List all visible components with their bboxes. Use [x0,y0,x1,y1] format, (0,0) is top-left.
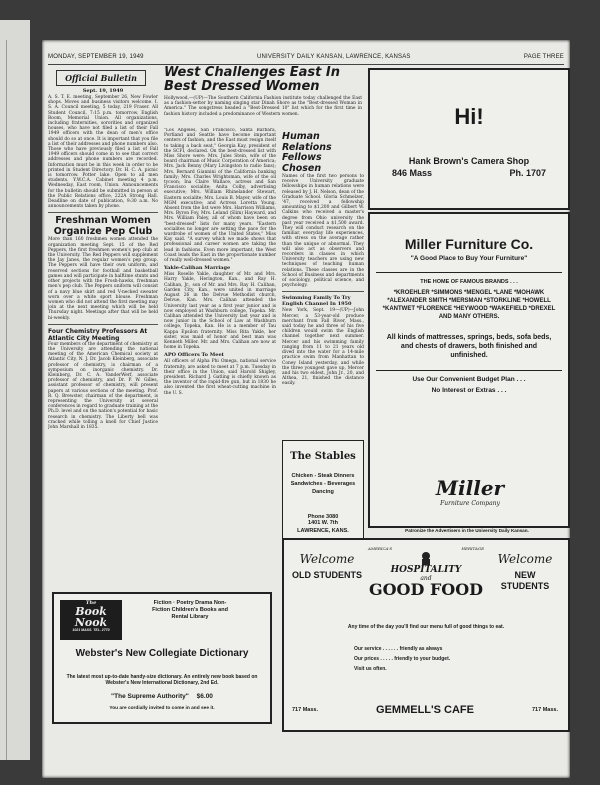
masthead [48,54,564,65]
patronize-notice: Patronize the Advertisers in the University Daily Kansan. [405,528,529,533]
column-1 [48,68,158,628]
good-food-text: GOOD FOOD [368,580,484,599]
apo-body: All officers of Alpha Phi Omega, national service fraternity, are asked to meet at 7 p.m. Tuesday in their office in the Union, said Harold Shigley, president. Richard J. Gatling is chiefly known as the inventor of the rapid-fire gun, but in 1830 he also invented the first wheat-cutting machine in the U. S. [164,359,276,396]
camera-shop-ad [368,68,570,210]
book-nook-logo [60,600,122,640]
book-nook-logo-line1: The [85,600,97,606]
cafe-visit: Visit us often. [354,666,387,672]
stables-phone: Phone 3080 [307,514,339,520]
miller-furniture-ad [368,212,570,528]
west-headline: West Challenges East In Best Dressed Women [164,66,340,94]
bulletin-body: A. S. T. E. meeting, September 26, New Fowler shops. Moves and business visitors welcome. I. S. A. Council meeting, 5 today, 219 Fraser. All Student Council, 7:15 p.m. tomorrow, English Room, Memorial Union. All organizations, including fraternities, sororities and organized houses, who have not filed a list of their Fall 1949 officers with the dean of men's office should do so at once. It is important that you file a list of their addresses and phone numbers also. Those who have previously filed a list of Fall 1949 officers should come in to see that correct addresses and phone numbers are recorded. Information must be in this week in order to be printed in Student Directory. Dr. H. C. A. picnic is tomorrow. Potter lake. Open to all men students. Y.W.C.A. Cabinet meeting 4 p.m. Wednesday, East room, Union. Announcements for the bulletin should be submitted in person at the Public Relations office, 222A Strong Hall. Deadline on date of publication, 9:30 a.m. No announcements taken by phone. [48,95,158,210]
book-nook-logo-line3: Nook [74,616,108,629]
camera-shop-phone: Ph. 1707 [509,168,546,178]
miller-interest: No Interest or Extras . . . [431,387,507,394]
welcome-right: Welcome [497,552,553,566]
cafe-intro: Any time of the day you'll find our menu full of good things to eat. [347,624,505,630]
swimming-body: New York, Sept. 19—(UP)—John Mercer, a 53-year-old produce merchant from Fall River, Mass., said today he and three of his five children would swim the English channel together next summer. Mercer and his swimming family ranging from 11 to 21 years old dived into the water for a 14-mile practice swim from Manhattan to Coney Island yesterday, and while the three youngest gave up, Mercer and his two eldest, John Jr., 20, and Althea, 21, finished the distance easily. [282,308,364,387]
gemmells-cafe-ad [282,538,570,732]
cafe-name: GEMMELL'S CAFE [376,704,474,716]
west-body-1: Hollywood,—(UP)—The Southern California Fashion institute today challenged the East as a fashion-setter by naming singing star Dinah Shore as the "Best-dressed Woman in America." The songstress headed a "Best-Dressed 10" list which for the first time in fashion history included a predominance of Western women. [164,96,362,117]
relations-headline: Human Relations Fellows Chosen [282,132,332,174]
west-story-head [164,66,362,128]
stables-menu: Chicken - Steak Dinners Sandwiches - Beverages Dancing [290,473,356,495]
cafe-address-right: 717 Mass. [531,707,558,713]
americas-label: AMERICA'S [368,546,393,551]
chemistry-body: Four members of the department of chemistry at the University are attending the national meeting of the American Chemical society at Atlantic City, N. J. Dr. Jacob Kleinberg, associate professor of chemistry, is chairman of a symposium on inorganic chemistry. Dr. Kleinberg, Dr. C. A. VanderWerf, associate professor of chemistry, and Dr. P. W. Gilles, assistant professor of chemistry, will present papers at various sections of the meeting. Prof. R. Q. Brewster, chairman of the department, is representing the University at several conferences in regard to graduate training at the Ph.D. level and on the nation's potential for basic research in chemistry. The Liberty bell was cracked while tolling a knell for Chief Justice John Marshall in 1835. [48,341,158,430]
west-body-2: "Los Angeles, San Francisco, Santa Barbara, Portland and Seattle have become important centers of fashion, and the East must resign itself to taking a back seat," Georgia Kay, president of the SCFI, declared. On the best-dressed list with Miss Shore were: Mrs. Jules Stein, wife of the board chairman of Music Corporation of America; Mrs. Jack Benny (Mary Livingston to radio fans); Mrs. Bernard Giannini of the California banking family; Mrs. Charles Wrightsman, wife of the oil tycoon; Ina Claire Wallace, actress and San Francisco socialite; Anita Colby, advertising executive; Mrs. William Rhinelander Stewart, Eastern socialite; Mrs. Louis B. Mayer, wife of the MGM executive; and Actress Loretta Young. Absent from the list were Mrs. Harrison Williams, Mrs. Byron Foy, Mrs. Leland (Slim) Hayward, and Mrs. William Paley, all of whom have been on "best-dressed" lists for many years. "Eastern socialites no longer are setting the pace for the wardrobe of women of the United States," Miss Kay said. "A survey which we made shows that professional and career women are taking the lead in fashions. Even more important, the West Coast leads the East in the proportionate number of really well-dressed women." [164,128,276,264]
webster-invitation: You are cordially invited to come in and see it. [109,706,215,711]
miller-famous-brands: THE HOME OF FAMOUS BRANDS . . . [376,272,562,285]
and-text: and [420,575,432,582]
miller-kinds: All kinds of mattresses, springs, beds, sofa beds, and chests of drawers, both finished and unfinished. [386,334,552,359]
miller-brands-list: *KROEHLER *SIMMONS *MENGEL *LANE *MOHAWK *ALEXANDER SMITH *MERSMAN *STORKLINE *HOWELL *KANTWET *FLORENCE *HEYWOOD *WAKEFIELD *DREXEL AND MANY OTHERS. [382,290,556,320]
stables-city: LAWRENCE, KANS. [297,528,349,534]
masthead-page: PAGE THREE [523,54,564,60]
bulletin-date: Sept. 19, 1949 [82,88,124,94]
masthead-date: MONDAY, SEPTEMBER 19, 1949 [48,54,144,60]
adjacent-page-edge [0,20,30,760]
cafe-address-left: 717 Mass. [292,707,318,713]
new-students: NEW STUDENTS [500,570,550,591]
freshman-headline: Freshman Women Organize Pep Club [53,215,153,237]
miller-slogan: "A Good Place to Buy Your Furniture" [410,255,528,262]
book-nook-list: Fiction · Poetry Drama Non-Fiction Children's Books and Rental Library [152,600,228,620]
webster-headline: Webster's New Collegiate Dictionary [75,648,249,659]
webster-body: The latest most up-to-date handy-size dictionary. An entirely new book based on Webster's New International Dictionary, 2nd Ed. [66,674,258,686]
camera-shop-name: Hank Brown's Camera Shop [408,156,530,166]
newspaper-page [42,40,570,778]
stables-address: 1401 W. 7th [308,520,338,526]
miller-logo: Miller [435,476,505,500]
apo-headline: APO Officers To Meet [164,352,224,359]
cafe-service: Our service . . . . . . friendly as always [354,646,443,652]
cafe-prices: Our prices . . . . . friendly to your budget. [354,656,451,662]
heritage-label: HERITAGE [461,546,484,551]
webster-price: $6.00 [196,693,213,700]
chemistry-headline: Four Chemistry Professors At Atlantic City Meeting [48,327,148,342]
hospitality-text: HOSPITALITY [390,565,462,575]
swimming-headline: Swimming Family To Try English Channel In 1950 [282,295,352,308]
book-nook-logo-line2: Book [75,605,107,618]
book-nook-ad [52,592,272,724]
welcome-left: Welcome [299,552,355,566]
miller-logo-sub: Furniture Company [440,500,500,507]
column-2 [164,66,276,626]
hi-greeting: Hi! [454,104,484,129]
hospitality-logo [368,546,484,598]
relations-body: Names of the first two persons to receive University graduate fellowships in human relations were released by J. H. Nelson, dean of the Graduate School. Gloria Schmelzer, '47, received a fellowship amounting to $1,200 and Gilbert W. Calkins who received a master's degree from Ohio university the past year received a $1,500 award. They will conduct research on the familiar, everyday life experiences, with stress on the average rather than the unique or abnormal. They will also act as observers and recorders in classes in which University teachers are using new techniques of teaching human relations. These classes are in the School of Business and departments of sociology, political science, and psychology. [282,174,364,289]
miller-title: Miller Furniture Co. [404,236,534,252]
miller-budget: Use Our Convenient Budget Plan . . . [376,370,562,383]
webster-price-line [64,693,260,700]
bulletin-title: Official Bulletin [56,70,146,86]
masthead-paper: UNIVERSITY DAILY KANSAN, LAWRENCE, KANSAS [256,54,411,60]
old-students: OLD STUDENTS [292,570,363,580]
stables-title: The Stables [290,451,356,462]
chef-figure-icon [417,551,435,565]
yakle-headline: Yakle-Calihan Marriage [164,265,231,272]
camera-shop-address: 846 Mass [392,168,433,178]
yakle-body: Miss Roselle Yakle, daughter of Mr. and Mrs. Harry Yakle, Herington, Kan., and Ray H. Calihan, Jr., son of Mr. and Mrs. Ray H. Calihan, Garden City, Kan., were united in marriage August 26 in the Delvue Methodist church, Delvue, Kan. Mrs. Calihan attended the University last year as a first year junior and is now employed at Washburn college, Topeka. Mr. Calihan attended the University last year and is now junior in the School of Law at Washburn college, Topeka, Kan. He is a member of Tau Kappa Epsilon fraternity. Miss Rita Yakle, her sister, was maid of honor and best man was Kenneth Miller. Mr. and Mrs. Calihan are now at home in Topeka. [164,272,276,351]
freshman-body: More than 160 freshmen women attended the organization meeting Sept. 15 of the Red Peppers, the first freshmen women's pep club at the University. The Red Peppers will supplement the Jay Janes, the regular women's pep group. The Peppers will have their own uniform, and reserved sections for football and basketball games and will participate in halftime stunts and other projects with the Frosh-hawks, freshman men's pep club. The Peppers uniform will consist of a navy blue skirt and red V-necked sweater worn over a white sport blouse. Freshman women who did not attend the first meeting may join at the next meeting which will be held Thursday night. Meetings after that will be held bi-weekly. [48,237,158,321]
webster-supreme: "The Supreme Authority" [111,693,189,700]
book-nook-logo-sub: 1021 MASS. TEL. 2770 [72,628,110,632]
